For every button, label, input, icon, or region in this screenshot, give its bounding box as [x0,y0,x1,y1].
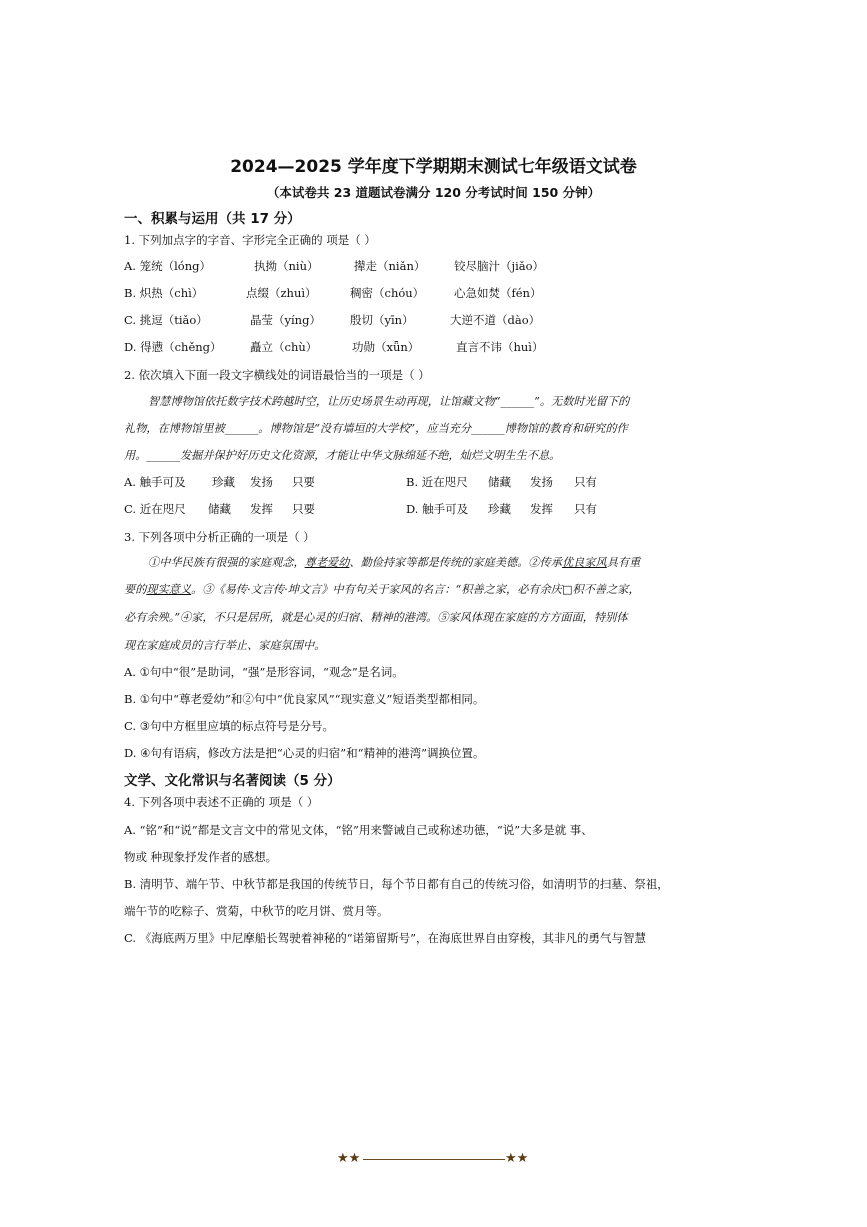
passage-text: 、勤俭持家等都是传统的家庭美德。②传承 [349,556,562,569]
section-heading-2: 文学、文化常识与名著阅读（5 分） [124,773,341,789]
passage-text: 具有重 [606,556,641,569]
passage-text: 。③《易传·文言传·坤文言》中有句关于家风的名言：“积善之家，必有余庆□积不善之家， [191,583,640,596]
option-cell: D. 得懑（chěng） [124,340,222,354]
option-cell: 只要 [292,502,315,516]
star-icon: ★★ [337,1151,361,1166]
option-cell: 珍藏 [212,475,235,489]
option-cell: 撵走（niǎn） [354,259,426,273]
underlined-phrase: 优良家风 [561,556,607,569]
option-cell: 铰尽脑汁（jiǎo） [454,259,545,273]
underlined-phrase: 尊老爱幼 [304,556,350,569]
question-4-line: 端午节的吃粽子、赏菊，中秋节的吃月饼、赏月等。 [124,904,389,918]
option-cell: 只有 [574,475,597,489]
question-4-line: C. 《海底两万里》中尼摩船长驾驶着神秘的“诺第留斯号”，在海底世界自由穿梭，其非凡的勇气与智慧 [124,931,646,945]
footer-ornament [337,1152,531,1168]
option-cell: B. 炽热（chì） [124,286,204,300]
exam-title: 2024—2025 学年度下学期期末测试七年级语文试卷 [230,157,637,177]
option-cell: A. 笼统（lóng） [124,259,211,273]
option-cell: 心急如焚（fén） [454,286,542,300]
option-cell: 大逆不道（dào） [450,313,541,327]
option-cell: B. 近在咫尺 [406,475,468,489]
question-3-option-c: C. ③句中方框里应填的标点符号是分号。 [124,719,335,733]
question-3-stem: 3. 下列各项中分析正确的一项是（ ） [124,530,315,544]
option-cell: 只要 [292,475,315,489]
question-2-passage-line: 礼物，在博物馆里被______。博物馆是“没有墙垣的大学校”，应当充分______博物馆的教育和研究的作 [124,422,628,435]
passage-text: ①中华民族有很强的家庭观念， [148,556,305,569]
question-4-line: B. 清明节、端午节、中秋节都是我国的传统节日，每个节日都有自己的传统习俗，如清明节的扫墓、祭祖， [124,877,669,891]
option-cell: 点缀（zhuì） [246,286,317,300]
option-cell: 矗立（chù） [250,340,318,354]
underlined-phrase: 现实意义 [146,583,192,596]
question-3-passage-line [124,581,684,597]
option-cell: 发挥 [250,502,273,516]
question-3-option-a: A. ①句中“很”是助词，“强”是形容词，“观念”是名词。 [124,665,404,679]
star-icon: ★★ [505,1151,529,1166]
question-4-stem: 4. 下列各项中表述不正确的 项是（ ） [124,795,319,809]
exam-subtitle: （本试卷共 23 道题试卷满分 120 分考试时间 150 分钟） [266,185,601,200]
option-cell: C. 挑逗（tiǎo） [124,313,208,327]
option-cell: 执拗（niù） [254,259,319,273]
passage-text: 要的 [124,583,147,596]
section-heading-1: 一、积累与运用（共 17 分） [124,211,301,227]
option-cell: 储藏 [208,502,231,516]
option-cell: 晶莹（yíng） [250,313,321,327]
question-2-passage-line: 智慧博物馆依托数字技术跨越时空，让历史场景生动再现，让馆藏文物“______”。无数时光留下的 [148,395,630,408]
option-cell: A. 触手可及 [124,475,186,489]
question-4-line: A. “铭”和“说”都是文言文中的常见文体，“铭”用来警诫自己或称述功德，“说”大多是就 事、 [124,823,593,837]
option-cell: D. 触手可及 [406,502,469,516]
option-cell: 发扬 [250,475,273,489]
option-cell: 发扬 [530,475,553,489]
option-cell: 直言不讳（huì） [456,340,544,354]
footer-rule [363,1159,505,1160]
question-2-stem: 2. 依次填入下面一段文字横线处的词语最恰当的一项是（ ） [124,368,430,382]
question-3-passage-line: 现在家庭成员的言行举止、家庭氛围中。 [124,639,326,652]
question-3-passage-line: 必有余殃。”④家，不只是居所，就是心灵的归宿、精神的港湾。⑤家风体现在家庭的方方面面，特别体 [124,611,628,624]
question-3-option-d: D. ④句有语病，修改方法是把“心灵的归宿”和“精神的港湾”调换位置。 [124,746,485,760]
question-2-passage-line: 用。______发掘并保护好历史文化资源，才能让中华文脉绵延不绝，灿烂文明生生不息。 [124,449,561,462]
option-cell: 功勋（xǖn） [352,340,420,354]
option-cell: 珍藏 [488,502,511,516]
question-3-option-b: B. ①句中“尊老爱幼”和②句中“优良家风”“现实意义”短语类型都相同。 [124,692,485,706]
question-1-stem: 1. 下列加点字的字音、字形完全正确的 项是（ ） [124,233,376,247]
option-cell: 殷切（yīn） [350,313,414,327]
question-4-line: 物或 种现象抒发作者的感想。 [124,850,278,864]
option-cell: 只有 [574,502,597,516]
option-cell: C. 近在咫尺 [124,502,186,516]
option-cell: 储藏 [488,475,511,489]
question-3-passage-line [148,554,708,570]
option-cell: 稠密（chóu） [350,286,425,300]
option-cell: 发挥 [530,502,553,516]
